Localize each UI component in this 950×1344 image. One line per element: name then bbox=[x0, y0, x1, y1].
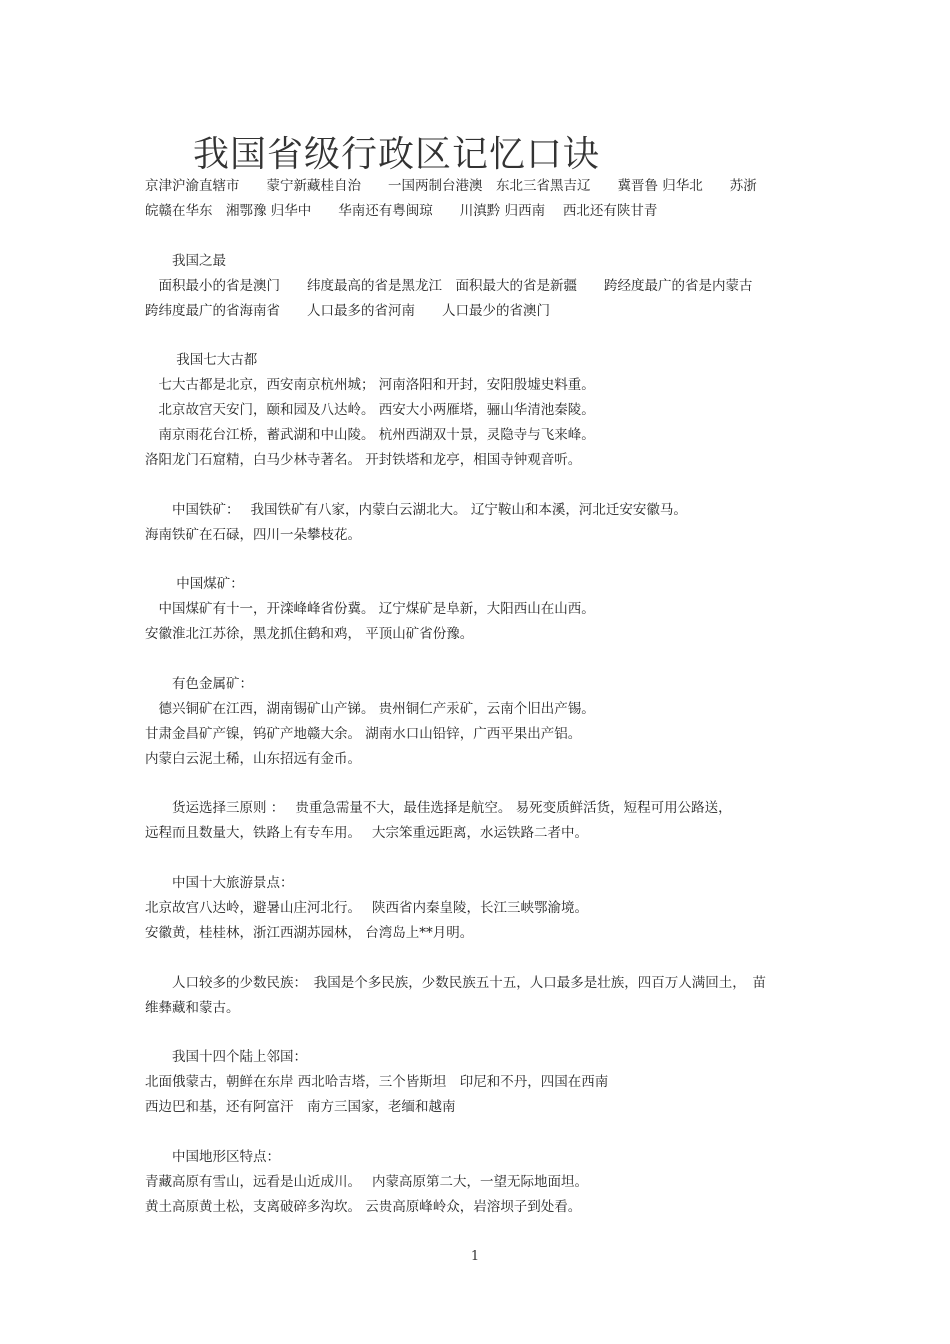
page-number: 1 bbox=[470, 1249, 480, 1264]
text-line: 黄土高原黄土松，支离破碎多沟坎。 云贵高原峰岭众，岩溶坝子到处看。 bbox=[145, 1199, 582, 1215]
text-line: 北京故宫八达岭，避暑山庄河北行。 陕西省内秦皇陵，长江三峡鄂渝境。 bbox=[145, 900, 589, 916]
text-line: 洛阳龙门石窟精，白马少林寺著名。 开封铁塔和龙亭，相国寺钟观音听。 bbox=[145, 452, 582, 468]
text-line: 海南铁矿在石碌，四川一朵攀枝花。 bbox=[145, 527, 361, 543]
document-title: 我国省级行政区记忆口诀 bbox=[193, 134, 601, 175]
text-line: 跨纬度最广的省海南省 人口最多的省河南 人口最少的省澳门 bbox=[145, 303, 550, 319]
text-line: 七大古都是北京，西安南京杭州城； 河南洛阳和开封，安阳殷墟史料重。 bbox=[145, 377, 595, 393]
text-line: 北面俄蒙古，朝鲜在东岸 西北哈吉塔，三个皆斯坦 印尼和不丹，四国在西南 bbox=[145, 1074, 609, 1090]
section-heading: 中国地形区特点： bbox=[145, 1149, 280, 1165]
text-line: 安徽淮北江苏徐，黑龙抓住鹤和鸡， 平顶山矿省份豫。 bbox=[145, 626, 474, 642]
text-line: 皖赣在华东 湘鄂豫 归华中 华南还有粤闽琼 川滇黔 归西南 西北还有陕甘青 bbox=[145, 203, 658, 219]
section-heading: 货运选择三原则 ： 贵重急需量不大，最佳选择是航空。 易死变质鲜活货，短程可用公路送， bbox=[145, 800, 732, 816]
text-line: 甘肃金昌矿产镍，钨矿产地赣大余。 湖南水口山铅锌，广西平果出产铝。 bbox=[145, 726, 582, 742]
text-line: 北京故宫天安门，颐和园及八达岭。 西安大小两雁塔，骊山华清池秦陵。 bbox=[145, 402, 595, 418]
section-heading: 我国十四个陆上邻国： bbox=[145, 1049, 307, 1065]
text-line: 南京雨花台江桥，蓄武湖和中山陵。 杭州西湖双十景，灵隐寺与飞来峰。 bbox=[145, 427, 595, 443]
text-line: 维彝藏和蒙古。 bbox=[145, 1000, 240, 1016]
text-line: 西边巴和基，还有阿富汗 南方三国家，老缅和越南 bbox=[145, 1099, 456, 1115]
section-heading: 中国十大旅游景点： bbox=[145, 875, 294, 891]
section-heading: 人口较多的少数民族： 我国是个多民族，少数民族五十五，人口最多是壮族，四百万人满回土， 苗 bbox=[145, 975, 766, 991]
text-line: 青藏高原有雪山，远看是山近成川。 内蒙高原第二大，一望无际地面坦。 bbox=[145, 1174, 589, 1190]
section-heading: 我国之最 bbox=[145, 253, 226, 269]
text-line: 京津沪渝直辖市 蒙宁新藏桂自治 一国两制台港澳 东北三省黑吉辽 冀晋鲁 归华北 苏浙 bbox=[145, 178, 757, 194]
section-heading: 我国七大古都 bbox=[145, 352, 258, 368]
text-line: 安徽黄，桂桂林，浙江西湖苏园林， 台湾岛上**月明。 bbox=[145, 925, 474, 941]
text-line: 中国煤矿有十一，开滦峰峰省份冀。 辽宁煤矿是阜新，大阳西山在山西。 bbox=[145, 601, 595, 617]
text-line: 内蒙白云泥土稀，山东招远有金币。 bbox=[145, 751, 361, 767]
text-line: 面积最小的省是澳门 纬度最高的省是黑龙江 面积最大的省是新疆 跨经度最广的省是内蒙古 bbox=[145, 278, 753, 294]
text-line: 远程而且数量大，铁路上有专车用。 大宗笨重远距离，水运铁路二者中。 bbox=[145, 825, 589, 841]
section-heading: 中国铁矿： 我国铁矿有八家，内蒙白云湖北大。 辽宁鞍山和本溪，河北迁安安徽马。 bbox=[145, 502, 687, 518]
section-heading: 有色金属矿： bbox=[145, 676, 253, 692]
text-line: 德兴铜矿在江西，湖南锡矿山产锑。 贵州铜仁产汞矿，云南个旧出产锡。 bbox=[145, 701, 595, 717]
section-heading: 中国煤矿： bbox=[145, 576, 244, 592]
